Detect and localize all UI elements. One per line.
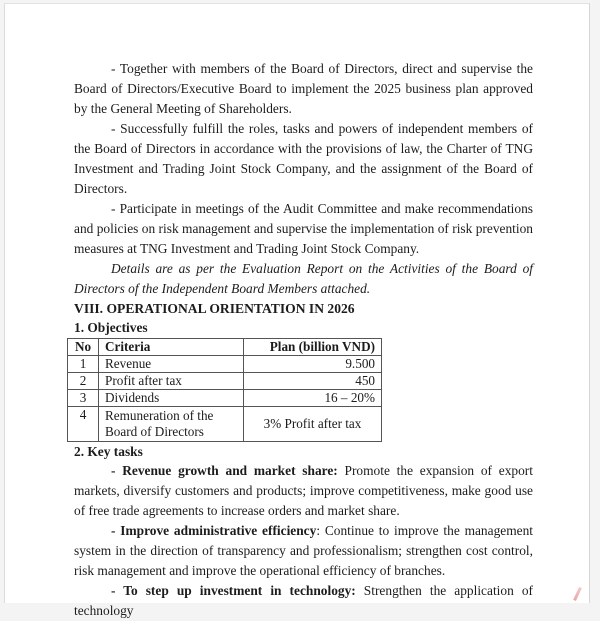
key-task-title: - Revenue growth and market share: [111,463,338,478]
cell-plan: 9.500 [244,356,382,373]
paragraph-direct-supervise: - Together with members of the Board of Directors, direct and supervise the Board of Directors/Executive Board to implement the 2025 business plan approved by the General Meeting of Shareholders. [74,61,533,116]
table-header-row [68,339,382,356]
key-task-revenue-growth [74,461,533,521]
scan-mark [573,587,582,601]
key-task-technology [74,581,533,621]
note-evaluation-report: Details are as per the Evaluation Report on the Activities of the Board of Directors of the Independent Board Members attached. [74,261,533,296]
cell-no: 1 [68,356,99,373]
header-plan: Plan (billion VND) [244,339,382,356]
key-task-title: - To step up investment in technology: [111,583,356,598]
table-row [68,407,382,442]
paragraph-fulfill-roles: - Successfully fulfill the roles, tasks and powers of independent members of the Board of Directors in accordance with the provisions of law, the Charter of TNG Investment and Trading Joint Stock Company, and the assignment of the Board of Directors. [74,121,533,196]
table-row [68,356,382,373]
cell-criteria: Revenue [99,356,244,373]
document-page [4,3,590,618]
section-heading: VIII. OPERATIONAL ORIENTATION IN 2026 [74,301,355,316]
document-content [74,59,533,621]
objectives-heading: 1. Objectives [74,320,148,335]
cell-criteria: Dividends [99,390,244,407]
table-row [68,373,382,390]
key-task-text: Promote the expansion of export markets, diversify customers and products; improve competitiveness, make good use of free trade agreements to increase orders and market share. [74,463,533,518]
cell-criteria: Profit after tax [99,373,244,390]
key-task-title: - Improve administrative efficiency [111,523,317,538]
key-task-text: Strengthen the application of technology [74,583,533,618]
cell-criteria: Remuneration of the Board of Directors [99,407,244,442]
cell-no: 4 [68,407,99,442]
header-criteria: Criteria [99,339,244,356]
header-no: No [68,339,99,356]
cell-no: 3 [68,390,99,407]
table-row [68,390,382,407]
cell-plan: 450 [244,373,382,390]
objectives-table [67,338,382,442]
cell-plan: 3% Profit after tax [244,407,382,442]
paragraph-audit-committee: - Participate in meetings of the Audit Committee and make recommendations and policies on risk management and supervise the implementation of risk prevention measures at TNG Investment and Trading Joint Stock Company. [74,201,533,256]
cell-no: 2 [68,373,99,390]
key-task-text: : Continue to improve the management system in the direction of transparency and professionalism; strengthen cost control, risk management and improve the operational efficiency of branches. [74,523,533,578]
key-task-admin-efficiency [74,521,533,581]
cell-plan: 16 – 20% [244,390,382,407]
key-tasks-heading: 2. Key tasks [74,444,143,459]
